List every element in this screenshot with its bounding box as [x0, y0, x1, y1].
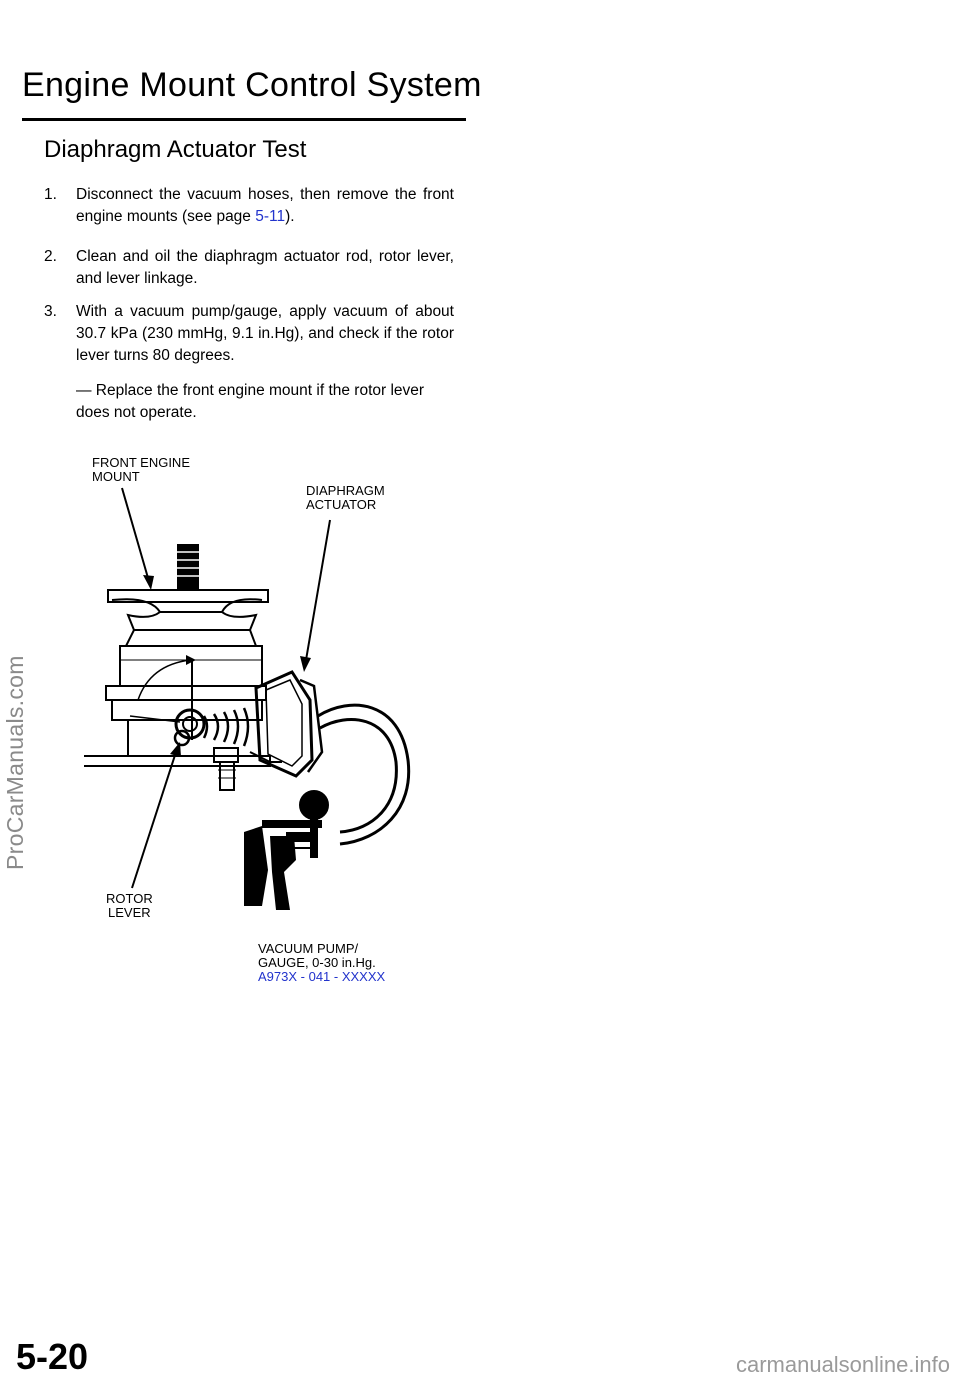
step-text: With a vacuum pump/gauge, apply vacuum of about 30.7 kPa (230 mmHg, 9.1 in.Hg), and check if the rotor lever turns 80 degrees.: [76, 303, 454, 364]
page-number: 5-20: [16, 1336, 89, 1377]
section-title: Diaphragm Actuator Test: [44, 136, 307, 163]
step-number: 1.: [44, 186, 57, 203]
page-title: Engine Mount Control System: [22, 66, 482, 104]
step-text: Disconnect the vacuum hoses, then remove the front engine mounts (see page 5-11).: [76, 186, 454, 225]
step-number: 3.: [44, 303, 57, 320]
label-vacuum-pump-gauge: VACUUM PUMP/ GAUGE, 0-30 in.Hg. A973X - 041 - XXXXX: [258, 941, 386, 984]
note-text: — Replace the front engine mount if the rotor lever does not operate.: [76, 382, 425, 421]
mount-leader-line: [122, 488, 148, 578]
watermark-text: ProCarManuals.com: [2, 655, 28, 870]
actuator-leader-line: [306, 520, 330, 660]
label-rotor-lever: ROTOR LEVER: [106, 891, 153, 920]
label-diaphragm-actuator: DIAPHRAGM ACTUATOR: [306, 483, 385, 512]
rotor-leader-line: [132, 752, 176, 888]
step-text: Clean and oil the diaphragm actuator rod, rotor lever, and lever linkage.: [76, 248, 454, 287]
page-link[interactable]: 5-11: [255, 208, 286, 225]
footer-watermark: carmanualsonline.info: [735, 1352, 950, 1377]
step-number: 2.: [44, 248, 57, 265]
tool-part-number-link[interactable]: A973X - 041 - XXXXX: [258, 969, 386, 984]
label-front-engine-mount: FRONT ENGINE MOUNT: [92, 455, 190, 484]
